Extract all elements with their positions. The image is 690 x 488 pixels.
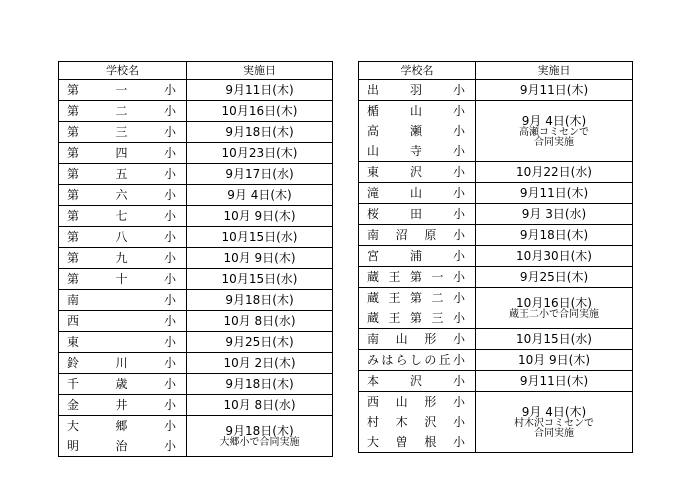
right-schedule-table [358, 61, 633, 453]
school-name-char: 西 [67, 314, 80, 328]
date-cell [476, 183, 633, 204]
date-cell [476, 267, 633, 288]
school-name-char: 一 [431, 270, 444, 284]
school-name-char: 小 [452, 228, 465, 242]
date-cell [187, 206, 333, 227]
school-name-char: 曽 [395, 435, 408, 449]
school-name [359, 329, 475, 349]
school-name [359, 246, 475, 266]
school-name-char: 九 [115, 251, 128, 265]
school-name-char: 歳 [115, 377, 128, 391]
school-name-char: 小 [452, 415, 465, 429]
school-name-cell [59, 290, 187, 311]
school-name-char: 小 [163, 314, 176, 328]
header-row [59, 62, 333, 80]
school-name-char: 第 [67, 125, 80, 139]
date-text: 9月25日(木) [225, 335, 294, 349]
school-name-char: 本 [367, 374, 380, 388]
joint-note: 高瀬コミセンで 合同実施 [519, 126, 589, 148]
school-name-cell [359, 204, 476, 225]
left-schedule-table [58, 61, 333, 457]
date-cell [187, 269, 333, 290]
date-cell [187, 143, 333, 164]
table-row [359, 80, 633, 101]
date-cell [187, 164, 333, 185]
school-name-cell [59, 143, 187, 164]
school-name-char: 四 [115, 146, 128, 160]
school-name-cell [359, 350, 476, 371]
school-name-char: 十 [115, 272, 128, 286]
school-name-char: は [381, 353, 394, 367]
school-name-char: 小 [163, 272, 176, 286]
date-text: 10月22日(水) [516, 165, 592, 179]
school-name-cell [59, 269, 187, 290]
school-name-char: 郷 [115, 419, 128, 433]
school-name-char: 南 [367, 332, 380, 346]
school-name-char: 蔵 [367, 291, 380, 305]
date-cell [187, 122, 333, 143]
school-name-char: 一 [115, 83, 128, 97]
date-text: 9月 4日(木) [521, 113, 587, 128]
school-name-char: 五 [115, 167, 128, 181]
school-name-char: 王 [388, 291, 401, 305]
school-name [359, 432, 475, 452]
date-cell [476, 162, 633, 183]
school-name-char: 小 [163, 439, 176, 453]
school-name-cell [59, 395, 187, 416]
school-name-cell [59, 332, 187, 353]
school-name-char: 原 [424, 228, 437, 242]
school-name-char: 第 [409, 311, 422, 325]
school-name [59, 353, 186, 373]
school-name-char: 川 [115, 356, 128, 370]
school-name [359, 225, 475, 245]
date-text: 10月16日(木) [516, 295, 592, 310]
school-name-char: み [367, 353, 380, 367]
school-name-char: 小 [452, 165, 465, 179]
table-row [59, 122, 333, 143]
school-name-cell [359, 288, 476, 329]
table-row [59, 80, 333, 101]
date-cell [476, 371, 633, 392]
date-cell [476, 350, 633, 371]
school-name-char: 治 [115, 439, 128, 453]
school-name-char: 蔵 [367, 311, 380, 325]
date-text: 9月11日(木) [519, 186, 589, 200]
school-name-char: 楯 [367, 104, 380, 118]
school-name-char: 南 [367, 228, 380, 242]
header-date: 実施日 [187, 62, 333, 80]
school-name-char: 小 [163, 230, 176, 244]
school-name-cell [359, 371, 476, 392]
school-name [59, 80, 186, 100]
date-cell [476, 392, 633, 453]
date-cell [476, 204, 633, 225]
date-text: 9月18日(木) [225, 377, 294, 391]
school-name-char: 王 [388, 270, 401, 284]
table-row [59, 269, 333, 290]
date-cell [476, 80, 633, 101]
table-row [59, 164, 333, 185]
school-name-char: 井 [115, 398, 128, 412]
date-cell [187, 227, 333, 248]
school-name-char: 東 [367, 165, 380, 179]
table-row [59, 311, 333, 332]
table-row [59, 185, 333, 206]
school-name-char: 第 [67, 83, 80, 97]
school-name [359, 412, 475, 432]
date-text: 9月11日(木) [225, 83, 294, 97]
table-row [359, 183, 633, 204]
school-name-char: 小 [452, 249, 465, 263]
school-name-char: 小 [452, 435, 465, 449]
table-row [359, 350, 633, 371]
school-name [59, 143, 186, 163]
school-name-char: し [409, 353, 422, 367]
date-text: 9月18日(木) [225, 125, 294, 139]
school-name-char: 第 [67, 188, 80, 202]
school-name-char: 高 [367, 124, 380, 138]
school-name-char: 小 [452, 270, 465, 284]
school-name [59, 206, 186, 226]
school-name [359, 392, 475, 412]
school-name-char: 八 [115, 230, 128, 244]
school-name-char: 形 [424, 332, 437, 346]
date-text: 9月 4日(木) [227, 188, 292, 202]
school-name-char: 小 [452, 144, 465, 158]
date-cell [187, 395, 333, 416]
school-name-char: 小 [452, 83, 465, 97]
school-name-cell [359, 183, 476, 204]
school-name-char: 木 [395, 415, 408, 429]
school-name-char: 東 [67, 335, 80, 349]
school-name [59, 269, 186, 289]
school-name-char: 小 [163, 398, 176, 412]
date-cell [187, 374, 333, 395]
header-date: 実施日 [476, 62, 633, 80]
school-name-char: 小 [163, 356, 176, 370]
school-name-char: 小 [452, 395, 465, 409]
school-name [59, 332, 186, 352]
table-row [359, 225, 633, 246]
school-name-cell [359, 101, 476, 162]
joint-note: 村木沢コミセンで 合同実施 [514, 417, 594, 439]
school-name-cell [359, 392, 476, 453]
school-name-char: 第 [67, 251, 80, 265]
table-row [359, 329, 633, 350]
date-text: 10月 2日(木) [223, 356, 296, 370]
school-name-cell [359, 80, 476, 101]
school-name-char: 小 [163, 104, 176, 118]
date-text: 9月18日(木) [225, 293, 294, 307]
date-cell [476, 225, 633, 246]
school-name-char: 山 [395, 395, 408, 409]
date-cell [187, 332, 333, 353]
school-name [359, 288, 475, 308]
table-row [59, 206, 333, 227]
school-name [59, 416, 186, 436]
school-name-cell [59, 374, 187, 395]
school-name [359, 141, 475, 161]
school-name-cell [359, 162, 476, 183]
school-name-char: 鈴 [67, 356, 80, 370]
school-name-cell [59, 164, 187, 185]
school-name-char: 田 [409, 207, 422, 221]
date-cell [476, 246, 633, 267]
date-text: 10月15日(水) [221, 272, 298, 286]
school-name-cell [59, 80, 187, 101]
table-row [59, 227, 333, 248]
school-name-char: ら [395, 353, 408, 367]
school-name-char: 王 [388, 311, 401, 325]
school-name [359, 371, 475, 391]
table-row [359, 204, 633, 225]
table-row [59, 143, 333, 164]
school-name-char: 第 [67, 209, 80, 223]
school-name-cell [359, 267, 476, 288]
school-name-char: 小 [163, 83, 176, 97]
school-name-char: 根 [424, 435, 437, 449]
date-text: 10月 8日(水) [223, 314, 296, 328]
date-cell [187, 353, 333, 374]
school-name [59, 248, 186, 268]
school-name-char: 小 [452, 311, 465, 325]
school-name [359, 308, 475, 328]
school-name-char: 第 [409, 291, 422, 305]
school-name [59, 374, 186, 394]
school-name [59, 101, 186, 121]
school-name-char: 羽 [409, 83, 422, 97]
school-name-char: 瀬 [409, 124, 422, 138]
school-name-cell [59, 353, 187, 374]
school-name-char: 小 [163, 167, 176, 181]
school-name-char: 小 [163, 335, 176, 349]
school-name-char: 小 [452, 291, 465, 305]
school-name-char: 大 [367, 435, 380, 449]
school-name [359, 267, 475, 287]
date-cell [187, 416, 333, 457]
date-cell [187, 290, 333, 311]
table-row [59, 248, 333, 269]
school-name-char: 出 [367, 83, 380, 97]
school-name-char: 第 [67, 104, 80, 118]
school-name-char: 南 [67, 293, 80, 307]
school-name-char: 三 [431, 311, 444, 325]
header-row [359, 62, 633, 80]
school-name-char: 西 [367, 395, 380, 409]
school-name-cell [59, 416, 187, 457]
school-name [359, 350, 475, 370]
school-name-cell [59, 122, 187, 143]
date-cell [187, 80, 333, 101]
school-name-char: 小 [163, 293, 176, 307]
table-row [59, 395, 333, 416]
table-row [59, 416, 333, 457]
school-name-char: 沢 [409, 374, 422, 388]
school-name-char: 二 [115, 104, 128, 118]
date-cell [187, 101, 333, 122]
school-name-char: 沼 [395, 228, 408, 242]
header-school-name: 学校名 [59, 62, 187, 80]
joint-note: 蔵王二小で合同実施 [509, 308, 599, 320]
date-text: 9月 4日(木) [521, 404, 587, 419]
school-name-cell [59, 227, 187, 248]
joint-note: 大郷小で合同実施 [219, 436, 300, 448]
school-name-char: 小 [452, 353, 465, 367]
school-name-cell [359, 246, 476, 267]
school-name [359, 80, 475, 100]
school-name-char: 桜 [367, 207, 380, 221]
school-name-cell [359, 329, 476, 350]
school-name-char: 小 [452, 124, 465, 138]
school-name [59, 185, 186, 205]
date-text: 10月15日(水) [221, 230, 298, 244]
school-name [359, 204, 475, 224]
school-name [359, 183, 475, 203]
school-name-char: 千 [67, 377, 80, 391]
school-name-char: 小 [163, 377, 176, 391]
date-text: 10月15日(水) [516, 332, 592, 346]
school-name-char: 三 [115, 125, 128, 139]
school-name-cell [59, 101, 187, 122]
school-name-char: 小 [452, 332, 465, 346]
date-text: 10月16日(木) [221, 104, 298, 118]
school-name [59, 122, 186, 142]
school-name-char: 第 [67, 230, 80, 244]
school-name [359, 162, 475, 182]
school-name-char: 形 [424, 395, 437, 409]
school-name [59, 395, 186, 415]
school-name-char: 七 [115, 209, 128, 223]
school-name-char: 沢 [424, 415, 437, 429]
school-name-char: 大 [67, 419, 80, 433]
school-name-char: 小 [163, 125, 176, 139]
date-text: 9月17日(水) [225, 167, 294, 181]
school-name-char: 山 [367, 144, 380, 158]
school-name-char: 小 [452, 207, 465, 221]
table-row [359, 371, 633, 392]
school-name-char: 宮 [367, 249, 380, 263]
date-text: 10月 8日(水) [223, 398, 296, 412]
school-name [359, 101, 475, 121]
school-name-char: 第 [67, 167, 80, 181]
date-text: 9月18日(木) [225, 423, 294, 438]
school-name-char: 第 [67, 272, 80, 286]
school-name-char: 蔵 [367, 270, 380, 284]
date-text: 10月 9日(木) [517, 353, 591, 367]
date-text: 10月23日(木) [221, 146, 298, 160]
school-name [59, 311, 186, 331]
table-row [359, 162, 633, 183]
date-cell [476, 288, 633, 329]
school-name-char: 二 [431, 291, 444, 305]
school-name-char: 小 [163, 188, 176, 202]
school-name-char: 明 [67, 439, 80, 453]
date-text: 9月18日(木) [519, 228, 589, 242]
table-row [59, 332, 333, 353]
school-name [59, 227, 186, 247]
table-row [359, 101, 633, 162]
school-name-char: 寺 [409, 144, 422, 158]
table-row [359, 267, 633, 288]
school-name-cell [59, 248, 187, 269]
school-name-char: 小 [163, 251, 176, 265]
school-name-char: 山 [409, 104, 422, 118]
date-cell [187, 185, 333, 206]
school-name-char: 小 [452, 186, 465, 200]
date-text: 10月30日(木) [516, 249, 592, 263]
school-name-char: 滝 [367, 186, 380, 200]
date-text: 10月 9日(木) [223, 251, 296, 265]
school-name [59, 290, 186, 310]
date-text: 9月11日(木) [519, 374, 589, 388]
school-name-cell [359, 225, 476, 246]
school-name-char: 沢 [409, 165, 422, 179]
table-row [59, 101, 333, 122]
school-name-char: 六 [115, 188, 128, 202]
school-name-char: 浦 [409, 249, 422, 263]
school-name-cell [59, 185, 187, 206]
date-cell [476, 101, 633, 162]
school-name-char: の [424, 353, 437, 367]
school-name [59, 436, 186, 456]
table-row [59, 353, 333, 374]
school-name-char: 村 [367, 415, 380, 429]
school-name-char: 金 [67, 398, 80, 412]
date-text: 9月25日(木) [519, 270, 589, 284]
table-row [59, 374, 333, 395]
table-row [59, 290, 333, 311]
school-name-char: 第 [67, 146, 80, 160]
school-name-char: 山 [395, 332, 408, 346]
school-name-char: 小 [163, 419, 176, 433]
school-name-char: 小 [163, 146, 176, 160]
date-text: 10月 9日(木) [223, 209, 296, 223]
date-cell [187, 311, 333, 332]
date-text: 9月 3日(水) [521, 207, 587, 221]
table-row [359, 288, 633, 329]
school-name-char: 山 [409, 186, 422, 200]
date-cell [476, 329, 633, 350]
date-cell [187, 248, 333, 269]
school-name-char: 小 [452, 104, 465, 118]
school-name-cell [59, 311, 187, 332]
school-name-char: 小 [452, 374, 465, 388]
header-school-name: 学校名 [359, 62, 476, 80]
school-name [359, 121, 475, 141]
school-name [59, 164, 186, 184]
school-name-char: 丘 [438, 353, 451, 367]
table-row [359, 246, 633, 267]
school-name-cell [59, 206, 187, 227]
date-text: 9月11日(木) [519, 83, 589, 97]
school-name-char: 小 [163, 209, 176, 223]
table-row [359, 392, 633, 453]
school-name-char: 第 [409, 270, 422, 284]
